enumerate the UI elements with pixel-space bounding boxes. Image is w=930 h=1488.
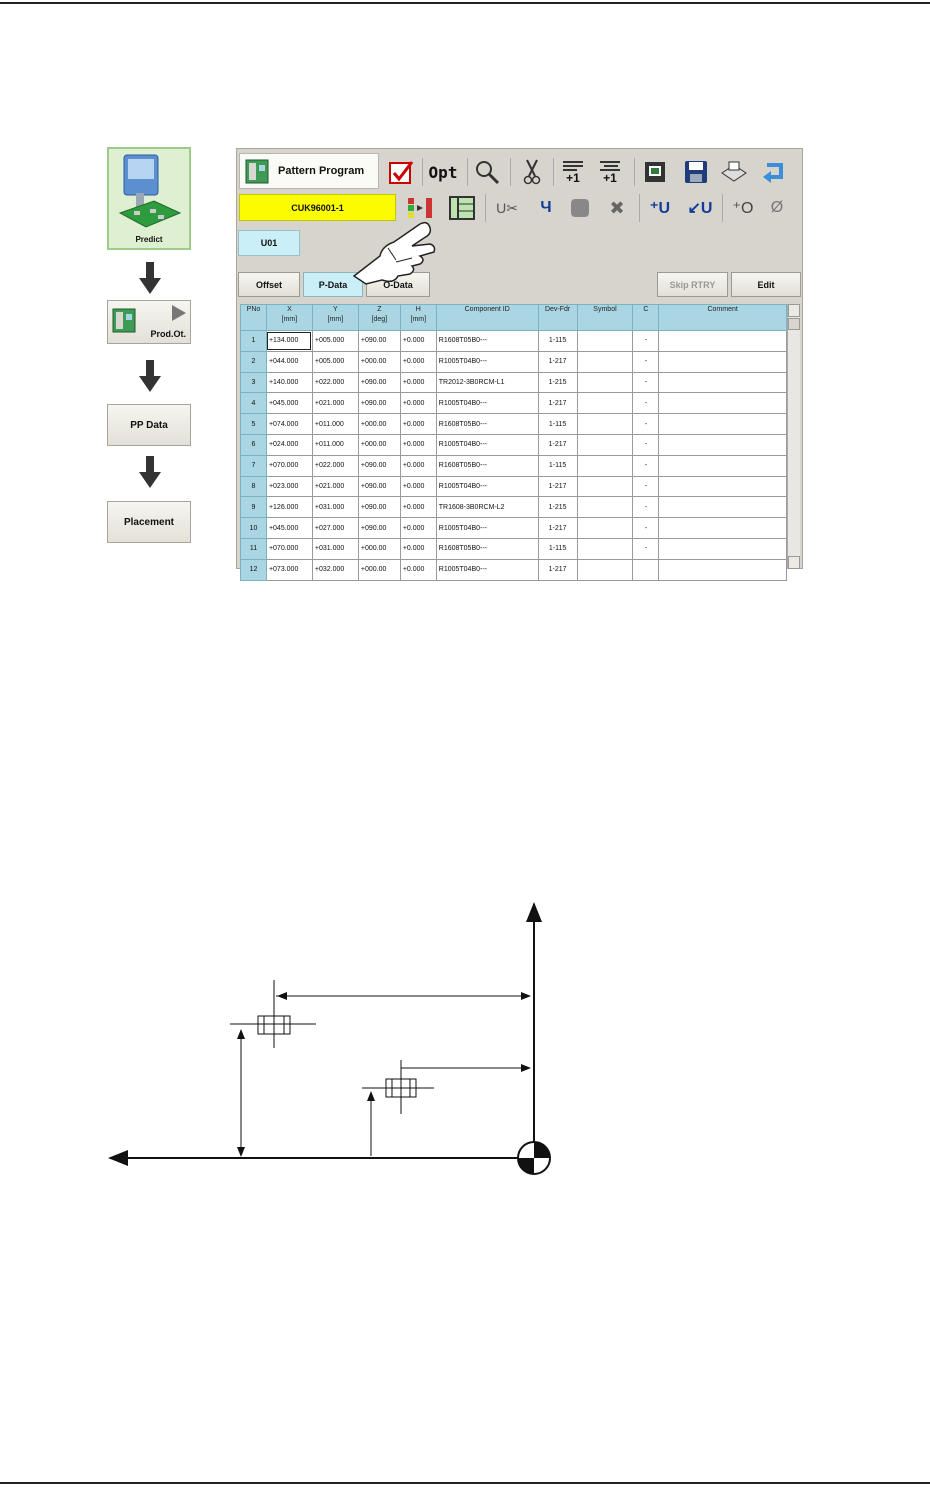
table-cell[interactable]: +090.00 xyxy=(358,393,400,414)
print-button[interactable] xyxy=(718,157,750,187)
search-icon xyxy=(474,159,500,185)
table-cell[interactable] xyxy=(659,393,787,414)
save-button[interactable] xyxy=(680,157,712,187)
table-cell[interactable]: +0.000 xyxy=(400,476,436,497)
unit-cut-button[interactable] xyxy=(491,193,523,223)
o-data-button[interactable]: O-Data xyxy=(366,272,430,297)
table-cell[interactable]: +0.000 xyxy=(400,372,436,393)
table-cell[interactable] xyxy=(659,372,787,393)
table-cell[interactable] xyxy=(659,476,787,497)
p-data-button[interactable]: P-Data xyxy=(303,272,363,297)
table-cell[interactable]: +000.00 xyxy=(358,559,400,580)
edit-button[interactable]: Edit xyxy=(731,272,801,297)
pno-cell: 9 xyxy=(241,497,267,518)
column-header-label: Symbol xyxy=(593,306,617,313)
column-header xyxy=(241,305,267,331)
table-cell[interactable]: 1-217 xyxy=(538,434,577,455)
table-cell[interactable]: TR1608-3B0RCM-L2 xyxy=(436,497,538,518)
scroll-thumb[interactable] xyxy=(788,318,800,330)
pno-cell: 3 xyxy=(241,372,267,393)
column-header xyxy=(312,305,358,331)
table-cell[interactable] xyxy=(659,497,787,518)
table-cell[interactable]: +022.000 xyxy=(312,372,358,393)
table-cell[interactable]: - xyxy=(633,497,659,518)
return-icon xyxy=(761,159,787,185)
table-cell[interactable] xyxy=(577,331,633,352)
column-header-unit: [deg] xyxy=(371,316,388,323)
table-cell[interactable]: +044.000 xyxy=(266,351,312,372)
table-cell[interactable] xyxy=(659,538,787,559)
column-header-label: H xyxy=(415,306,421,313)
column-header-label: Y xyxy=(333,306,338,313)
table-cell[interactable]: +0.000 xyxy=(400,497,436,518)
table-row[interactable] xyxy=(241,518,787,539)
coordinate-diagram xyxy=(100,890,560,1190)
table-cell[interactable]: +023.000 xyxy=(266,476,312,497)
column-header-label: PNo xyxy=(246,306,261,313)
table-cell[interactable]: - xyxy=(633,476,659,497)
point-add-icon: ⁺O xyxy=(732,200,754,217)
cut-button[interactable] xyxy=(516,157,548,187)
pp-data-button[interactable]: PP Data xyxy=(107,404,191,446)
column-header xyxy=(436,305,538,331)
table-cell[interactable]: - xyxy=(633,538,659,559)
plus-one-label: +1 xyxy=(603,171,617,185)
table-cell[interactable] xyxy=(659,414,787,435)
table-cell[interactable]: +090.00 xyxy=(358,476,400,497)
table-cell[interactable]: +090.00 xyxy=(358,497,400,518)
pattern-program-icon xyxy=(111,306,137,334)
insert-row-after-button[interactable] xyxy=(557,157,589,187)
table-cell[interactable]: +024.000 xyxy=(266,434,312,455)
skip-rtry-button[interactable]: Skip RTRY xyxy=(657,272,728,297)
table-cell[interactable]: R1608T05B0--- xyxy=(436,331,538,352)
table-cell[interactable]: +005.000 xyxy=(312,331,358,352)
table-cell[interactable] xyxy=(577,559,633,580)
column-header xyxy=(633,305,659,331)
offset-button[interactable]: Offset xyxy=(238,272,300,297)
table-cell[interactable]: +073.000 xyxy=(266,559,312,580)
table-cell[interactable]: +045.000 xyxy=(266,518,312,539)
table-cell[interactable] xyxy=(577,455,633,476)
pattern-program-icon xyxy=(244,157,270,185)
column-header-label: Dev-Fdr xyxy=(544,306,571,313)
table-row[interactable] xyxy=(241,476,787,497)
table-cell[interactable]: 1-115 xyxy=(538,331,577,352)
check-button[interactable] xyxy=(385,157,417,187)
table-cell[interactable]: +0.000 xyxy=(400,455,436,476)
arrow-down-icon xyxy=(139,456,161,488)
tab-label: Pattern Program xyxy=(278,165,365,177)
table-cell[interactable] xyxy=(577,518,633,539)
table-cell[interactable]: +090.00 xyxy=(358,372,400,393)
table-row[interactable] xyxy=(241,434,787,455)
camera-icon xyxy=(642,159,668,185)
unit-add-icon: ⁺U xyxy=(650,200,670,217)
table-row[interactable] xyxy=(241,393,787,414)
table-cell[interactable]: R1005T04B0--- xyxy=(436,559,538,580)
table-cell[interactable]: +0.000 xyxy=(400,393,436,414)
table-cell[interactable] xyxy=(659,518,787,539)
table-row[interactable] xyxy=(241,538,787,559)
column-header-label: Z xyxy=(377,306,382,313)
column-header-label: Comment xyxy=(707,306,738,313)
point-add-button[interactable] xyxy=(727,193,759,223)
prod-ot-label: Prod.Ot. xyxy=(150,329,186,339)
layout-icon xyxy=(448,195,476,221)
table-cell[interactable]: - xyxy=(633,455,659,476)
predict-label: Predict xyxy=(135,235,163,244)
table-cell[interactable]: - xyxy=(633,414,659,435)
table-cell[interactable]: +032.000 xyxy=(312,559,358,580)
table-cell[interactable] xyxy=(659,455,787,476)
table-cell[interactable]: +021.000 xyxy=(312,476,358,497)
opt-button[interactable] xyxy=(427,157,459,187)
prod-ot-button[interactable] xyxy=(107,300,191,344)
pno-cell: 1 xyxy=(241,331,267,352)
table-cell[interactable] xyxy=(577,372,633,393)
table-cell[interactable]: +000.00 xyxy=(358,351,400,372)
table-cell[interactable]: +027.000 xyxy=(312,518,358,539)
table-cell[interactable]: R1005T04B0--- xyxy=(436,518,538,539)
camera-button[interactable] xyxy=(639,157,671,187)
table-cell[interactable]: 1-217 xyxy=(538,476,577,497)
pattern-program-window xyxy=(236,148,803,574)
table-cell[interactable]: +134.000 xyxy=(266,331,312,352)
column-header-unit: [mm] xyxy=(410,316,427,323)
pno-cell: 12 xyxy=(241,559,267,580)
table-cell[interactable]: - xyxy=(633,393,659,414)
table-cell[interactable]: +005.000 xyxy=(312,351,358,372)
table-cell[interactable]: +0.000 xyxy=(400,434,436,455)
table-cell[interactable] xyxy=(577,393,633,414)
pno-cell: 7 xyxy=(241,455,267,476)
table-cell[interactable]: R1608T05B0--- xyxy=(436,538,538,559)
pno-cell: 5 xyxy=(241,414,267,435)
unit-add-button[interactable] xyxy=(644,193,676,223)
table-cell[interactable]: 1-217 xyxy=(538,518,577,539)
table-cell[interactable]: +090.00 xyxy=(358,455,400,476)
pno-cell: 8 xyxy=(241,476,267,497)
pno-cell: 11 xyxy=(241,538,267,559)
tab-unit-u01[interactable]: U01 xyxy=(238,230,300,256)
table-row[interactable] xyxy=(241,351,787,372)
table-cell[interactable]: - xyxy=(633,351,659,372)
table-cell[interactable]: +0.000 xyxy=(400,331,436,352)
table-row[interactable] xyxy=(241,414,787,435)
pno-cell: 6 xyxy=(241,434,267,455)
column-header-label: Component ID xyxy=(464,306,510,313)
table-cell[interactable] xyxy=(577,434,633,455)
cut-icon xyxy=(521,159,543,185)
table-cell[interactable]: +011.000 xyxy=(312,434,358,455)
point-skip-icon: Ø xyxy=(770,199,784,216)
table-row[interactable] xyxy=(241,559,787,580)
column-header xyxy=(659,305,787,331)
scroll-up-button[interactable] xyxy=(788,304,800,317)
nozzle-button[interactable] xyxy=(564,193,596,223)
table-cell[interactable]: +045.000 xyxy=(266,393,312,414)
table-cell[interactable] xyxy=(577,476,633,497)
table-cell[interactable]: 1-215 xyxy=(538,497,577,518)
table-cell[interactable]: 1-217 xyxy=(538,351,577,372)
plus-one-label: +1 xyxy=(566,171,580,185)
table-cell[interactable]: 1-115 xyxy=(538,455,577,476)
return-button[interactable] xyxy=(758,157,790,187)
table-cell[interactable]: +090.00 xyxy=(358,518,400,539)
pno-cell: 2 xyxy=(241,351,267,372)
table-cell[interactable]: +000.00 xyxy=(358,538,400,559)
column-header xyxy=(266,305,312,331)
table-cell[interactable]: +031.000 xyxy=(312,497,358,518)
table-cell[interactable]: +031.000 xyxy=(312,538,358,559)
table-cell[interactable] xyxy=(577,351,633,372)
machine-icon xyxy=(114,153,184,231)
table-scrollbar[interactable] xyxy=(787,304,800,569)
layout-button[interactable] xyxy=(446,193,478,223)
column-header xyxy=(577,305,633,331)
predict-button[interactable] xyxy=(107,147,191,250)
top-rule xyxy=(0,2,930,4)
table-cell[interactable]: TR2012-3B0RCM-L1 xyxy=(436,372,538,393)
table-cell[interactable]: R1005T04B0--- xyxy=(436,434,538,455)
save-icon xyxy=(683,159,709,185)
table-cell[interactable]: +0.000 xyxy=(400,351,436,372)
table-cell[interactable]: +021.000 xyxy=(312,393,358,414)
unit-join-button[interactable] xyxy=(530,193,562,223)
search-button[interactable] xyxy=(471,157,503,187)
table-cell[interactable]: +0.000 xyxy=(400,414,436,435)
unit-insert-icon: ↙U xyxy=(687,200,713,217)
pointing-hand-icon xyxy=(350,218,440,288)
table-cell[interactable] xyxy=(577,497,633,518)
table-cell[interactable]: +074.000 xyxy=(266,414,312,435)
table-cell[interactable]: +070.000 xyxy=(266,538,312,559)
table-row[interactable] xyxy=(241,331,787,352)
table-cell[interactable]: R1608T05B0--- xyxy=(436,455,538,476)
table-cell[interactable]: 1-215 xyxy=(538,372,577,393)
table-cell[interactable] xyxy=(633,559,659,580)
table-cell[interactable] xyxy=(659,559,787,580)
table-cell[interactable]: +0.000 xyxy=(400,559,436,580)
arrow-down-icon xyxy=(139,360,161,392)
table-cell[interactable]: 1-217 xyxy=(538,559,577,580)
placement-data-table xyxy=(240,304,787,574)
table-cell[interactable]: +140.000 xyxy=(266,372,312,393)
table-cell[interactable]: +000.00 xyxy=(358,414,400,435)
unit-insert-button[interactable] xyxy=(684,193,716,223)
unit-join-icon: Ч xyxy=(540,199,552,216)
table-cell[interactable]: 1-115 xyxy=(538,538,577,559)
nozzle-icon xyxy=(568,196,592,220)
column-header xyxy=(538,305,577,331)
placement-button[interactable]: Placement xyxy=(107,501,191,543)
table-cell[interactable] xyxy=(659,331,787,352)
table-cell[interactable]: - xyxy=(633,434,659,455)
table-cell[interactable]: R1005T04B0--- xyxy=(436,393,538,414)
table-cell[interactable]: - xyxy=(633,331,659,352)
column-header-label: X xyxy=(287,306,292,313)
print-icon xyxy=(720,159,748,185)
check-icon xyxy=(388,159,414,185)
table-cell[interactable] xyxy=(659,351,787,372)
tab-pattern-program[interactable] xyxy=(239,153,379,189)
bottom-rule xyxy=(0,1482,930,1484)
table-row[interactable] xyxy=(241,372,787,393)
table-cell[interactable]: +090.00 xyxy=(358,331,400,352)
table-row[interactable] xyxy=(241,455,787,476)
table-cell[interactable]: - xyxy=(633,372,659,393)
table-row[interactable] xyxy=(241,497,787,518)
table-cell[interactable] xyxy=(577,538,633,559)
pno-cell: 4 xyxy=(241,393,267,414)
table-cell[interactable]: - xyxy=(633,518,659,539)
table-cell[interactable]: +070.000 xyxy=(266,455,312,476)
scroll-down-button[interactable] xyxy=(788,556,800,569)
column-header xyxy=(358,305,400,331)
table-cell[interactable]: +000.00 xyxy=(358,434,400,455)
table-cell[interactable]: R1005T04B0--- xyxy=(436,476,538,497)
arrow-down-icon xyxy=(139,262,161,294)
play-icon xyxy=(172,305,186,321)
table-cell[interactable]: +126.000 xyxy=(266,497,312,518)
table-cell[interactable]: R1005T04B0--- xyxy=(436,351,538,372)
unit-cut-icon: U✂ xyxy=(496,199,518,216)
point-skip-button[interactable] xyxy=(761,193,793,223)
table-cell[interactable]: +022.000 xyxy=(312,455,358,476)
table-cell[interactable]: 1-217 xyxy=(538,393,577,414)
program-name: CUK96001-1 xyxy=(239,194,396,221)
table-cell[interactable]: 1-115 xyxy=(538,414,577,435)
column-header-label: C xyxy=(643,306,649,313)
table-cell[interactable]: +0.000 xyxy=(400,538,436,559)
insert-row-before-button[interactable] xyxy=(594,157,626,187)
column-header-unit: [mm] xyxy=(327,316,344,323)
pno-cell: 10 xyxy=(241,518,267,539)
skip-icon: ✖ xyxy=(609,197,625,218)
table-cell[interactable] xyxy=(659,434,787,455)
table-cell[interactable]: +011.000 xyxy=(312,414,358,435)
table-cell[interactable] xyxy=(577,414,633,435)
skip-button[interactable] xyxy=(601,193,633,223)
column-header xyxy=(400,305,436,331)
opt-label: Opt xyxy=(428,162,458,182)
table-cell[interactable]: +0.000 xyxy=(400,518,436,539)
table-cell[interactable]: R1608T05B0--- xyxy=(436,414,538,435)
column-header-unit: [mm] xyxy=(281,316,298,323)
